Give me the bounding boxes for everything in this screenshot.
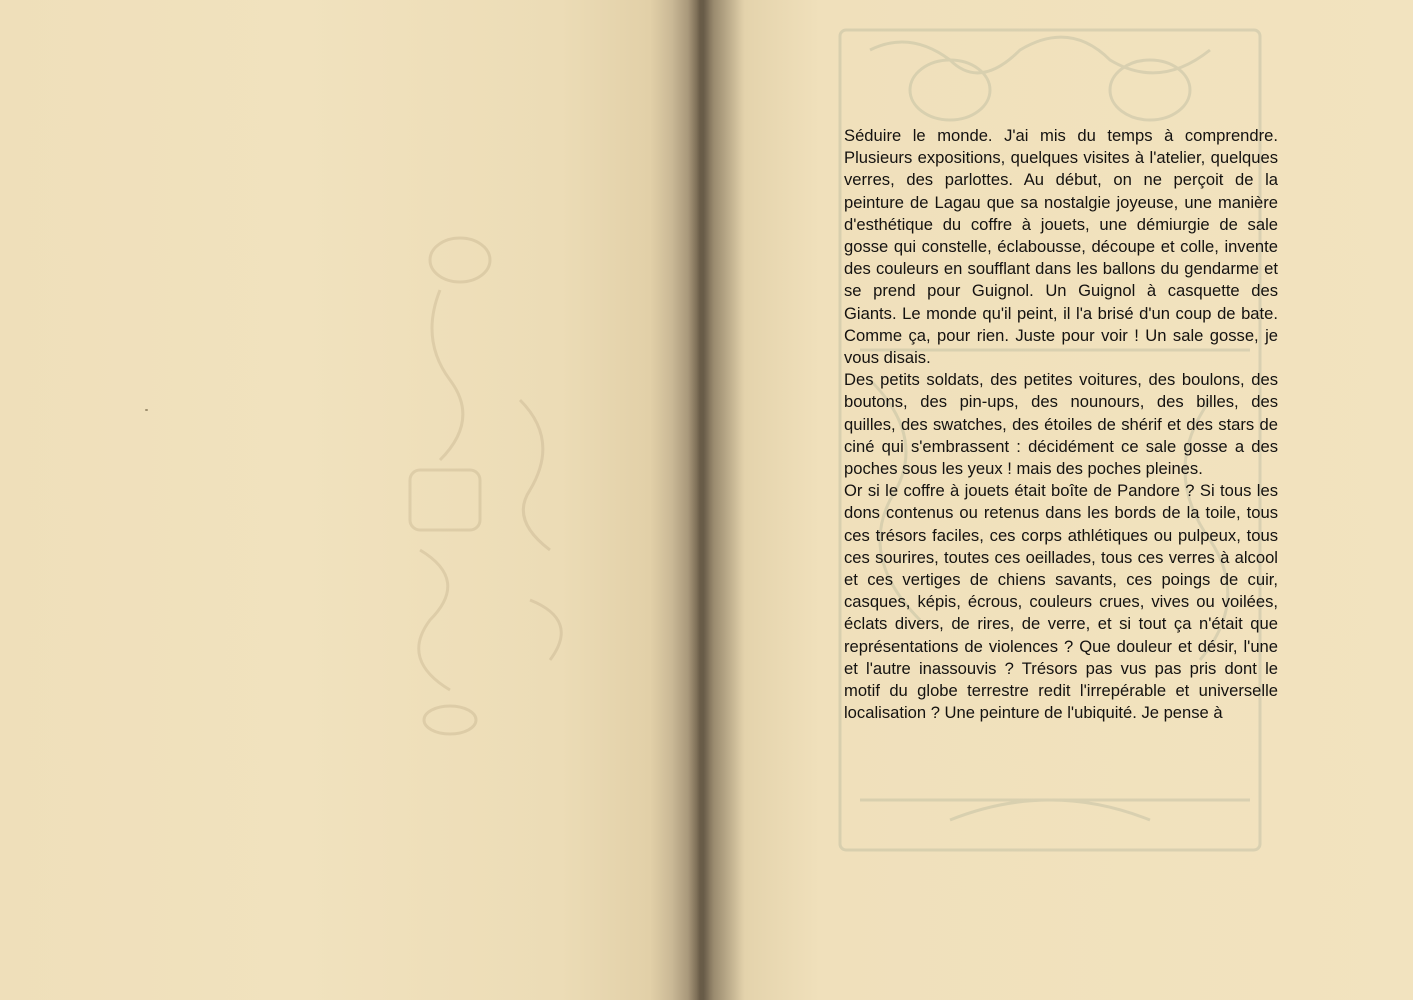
show-through-illustration <box>380 220 620 740</box>
paper-speck <box>145 409 148 411</box>
body-text <box>844 125 1278 724</box>
left-page <box>0 0 700 1000</box>
paragraph: Or si le coffre à jouets était boîte de Pandore ? Si tous les dons contenus ou retenus dans les bords de la toile, tous ces trésors faciles, ces corps athlétiques ou pulpeux, tous ces sourires, toutes ces oeillades, tous ces verres à alcool et ces vertiges de chiens savants, ces poings de cuir, casques, képis, écrous, couleurs crues, vives ou voilées, éclats divers, de rires, de verre, et si tout ça n'était que représentations de violences ? Que douleur et désir, l'une et l'autre inassouvis ? Trésors pas vus pas pris dont le motif du globe terrestre redit l'irrepérable et universelle localisation ? Une peinture de l'ubiquité. Je pense à <box>844 481 1278 723</box>
paragraph: Des petits soldats, des petites voitures, des boulons, des boutons, des pin-ups, des nounours, des billes, des quilles, des swatches, des étoiles de shérif et des stars de ciné qui s'embrassent : décidément ce sale gosse a des poches sous les yeux ! mais des poches pleines. <box>844 370 1278 479</box>
paragraph: Séduire le monde. J'ai mis du temps à comprendre. Plusieurs expositions, quelques visites à l'atelier, quelques verres, des parlottes. Au début, on ne perçoit de la peinture de Lagau que sa nostalgie joyeuse, une manière d'esthétique du coffre à jouets, une démiurgie de sale gosse qui constelle, éclabousse, découpe et colle, invente des couleurs en soufflant dans les ballons du gendarme et se prend pour Guignol. Un Guignol à casquette des Giants. Le monde qu'il peint, il l'a brisé d'un coup de bate. Comme ça, pour rien. Juste pour voir ! Un sale gosse, je vous disais. <box>844 126 1278 368</box>
